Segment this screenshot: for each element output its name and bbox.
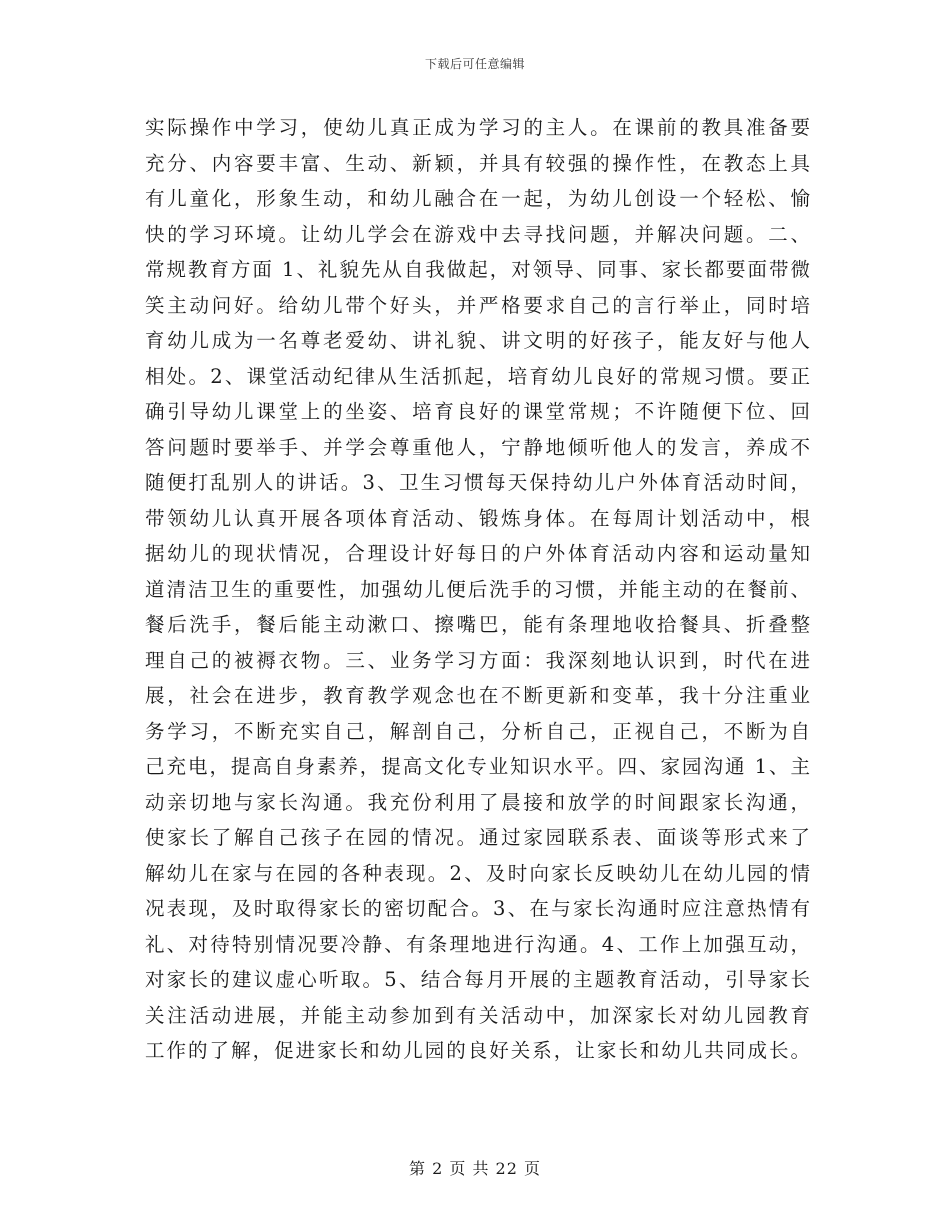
body-line: 有儿童化，形象生动，和幼儿融合在一起，为幼儿创设一个轻松、愉 — [145, 187, 810, 210]
body-line: 况表现，及时取得家长的密切配合。3、在与家长沟通时应注意热情有 — [145, 897, 810, 920]
body-line: 礼、对待特别情况要冷静、有条理地进行沟通。4、工作上加强互动， — [145, 932, 810, 956]
body-line: 解幼儿在家与在园的各种表现。2、及时向家长反映幼儿在幼儿园的情 — [145, 861, 810, 885]
body-line: 展，社会在进步，教育教学观念也在不断更新和变革，我十分注重业 — [145, 684, 810, 707]
body-line: 使家长了解自己孩子在园的情况。通过家园联系表、面谈等形式来了 — [145, 826, 810, 849]
body-line: 道清洁卫生的重要性，加强幼儿便后洗手的习惯，并能主动的在餐前、 — [145, 577, 810, 601]
page-header-note: 下载后可任意编辑 — [424, 57, 525, 71]
body-line: 对家长的建议虚心听取。5、结合每月开展的主题教育活动，引导家长 — [145, 968, 810, 991]
body-line: 己充电，提高自身素养，提高文化专业知识水平。四、家园沟通 1、主 — [145, 755, 810, 778]
body-line: 理自己的被褥衣物。三、业务学习方面：我深刻地认识到，时代在进 — [145, 648, 810, 672]
body-line: 据幼儿的现状情况，合理设计好每日的户外体育活动内容和运动量知 — [145, 542, 810, 565]
body-line: 关注活动进展，并能主动参加到有关活动中，加深家长对幼儿园教育 — [145, 1003, 810, 1027]
body-line: 随便打乱别人的讲话。3、卫生习惯每天保持幼儿户外体育活动时间， — [145, 471, 810, 494]
body-line: 务学习，不断充实自己，解剖自己，分析自己，正视自己，不断为自 — [145, 719, 810, 743]
body-line: 确引导幼儿课堂上的坐姿、培育良好的课堂常规；不许随便下位、回 — [145, 400, 810, 423]
body-line: 答问题时要举手、并学会尊重他人，宁静地倾听他人的发言，养成不 — [145, 435, 810, 459]
body-line: 笑主动问好。给幼儿带个好头，并严格要求自己的言行举止，同时培 — [145, 293, 810, 317]
body-line: 餐后洗手，餐后能主动漱口、擦嘴巴，能有条理地收拾餐具、折叠整 — [145, 613, 810, 636]
body-line: 动亲切地与家长沟通。我充份利用了晨接和放学的时间跟家长沟通， — [145, 790, 810, 814]
body-line: 快的学习环境。让幼儿学会在游戏中去寻找问题，并解决问题。二、 — [145, 222, 810, 246]
document-body — [145, 110, 810, 1069]
body-line: 充分、内容要丰富、生动、新颖，并具有较强的操作性，在教态上具 — [145, 151, 810, 175]
body-line: 带领幼儿认真开展各项体育活动、锻炼身体。在每周计划活动中，根 — [145, 506, 810, 530]
page-number: 第 2 页 共 22 页 — [409, 1159, 541, 1178]
body-line: 育幼儿成为一名尊老爱幼、讲礼貌、讲文明的好孩子，能友好与他人 — [145, 329, 810, 352]
body-line: 常规教育方面 1、礼貌先从自我做起，对领导、同事、家长都要面带微 — [145, 258, 810, 281]
body-line: 相处。2、课堂活动纪律从生活抓起，培育幼儿良好的常规习惯。要正 — [145, 364, 810, 388]
body-line: 工作的了解，促进家长和幼儿园的良好关系，让家长和幼儿共同成长。 — [145, 1039, 810, 1062]
body-line: 实际操作中学习，使幼儿真正成为学习的主人。在课前的教具准备要 — [145, 116, 810, 139]
